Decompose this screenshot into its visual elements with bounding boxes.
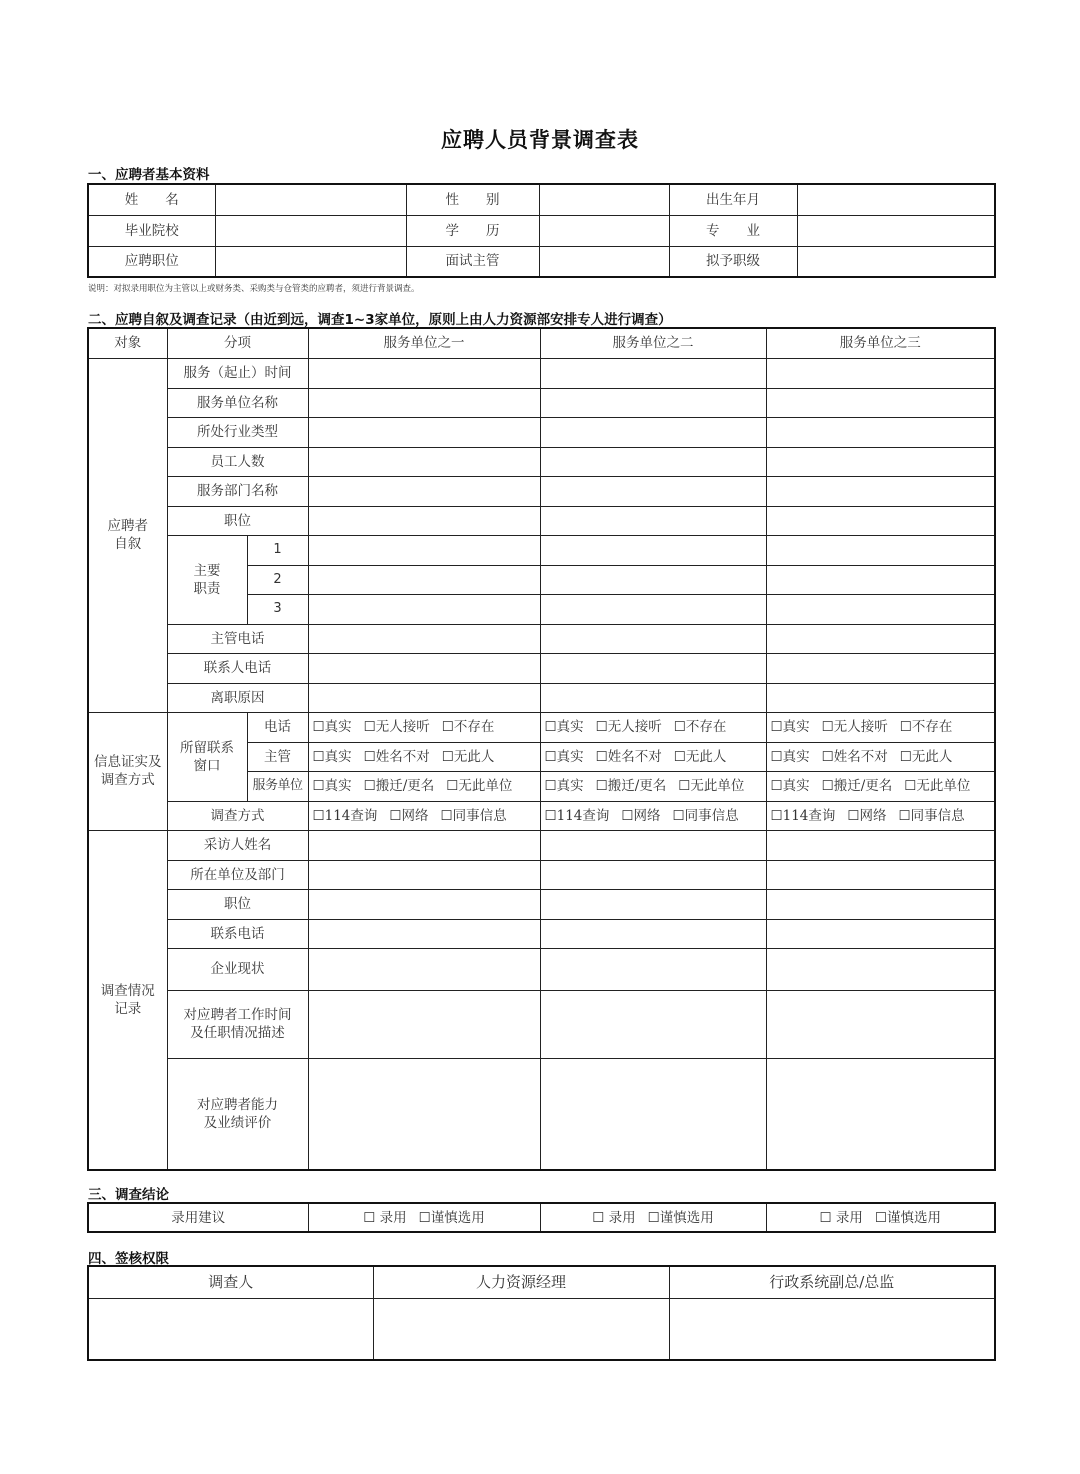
checkbox-wrong-name[interactable]: ☐姓名不对	[363, 748, 430, 765]
contact-unit-label: 服务单位	[247, 771, 308, 801]
duties-label: 主要职责	[193, 562, 221, 597]
section2-heading: 二、应聘自叙及调查记录（由近到远，调查1~3家单位，原则上由人力资源部安排专人进行调查）	[88, 312, 672, 328]
signature-investigator[interactable]	[88, 1298, 373, 1360]
checkbox-wrong-name[interactable]: ☐姓名不对	[821, 748, 888, 765]
cell[interactable]	[540, 830, 766, 860]
signoff-table	[87, 1265, 996, 1361]
signer-vp-director: 行政系统副总/总监	[669, 1266, 995, 1298]
checkbox-true[interactable]: ☐真实	[544, 778, 584, 794]
cell[interactable]	[308, 1058, 540, 1170]
row-label: 服务单位名称	[167, 388, 308, 417]
phone-options[interactable]	[308, 712, 540, 742]
cell[interactable]	[766, 594, 995, 624]
row-label: 企业现状	[167, 948, 308, 990]
checkbox-moved[interactable]: ☐搬迁/更名	[363, 778, 435, 794]
hire-options[interactable]	[308, 1203, 540, 1232]
cell[interactable]	[766, 948, 995, 990]
checkbox-no-answer[interactable]: ☐无人接听	[821, 719, 888, 735]
group-self-label: 应聘者自叙	[107, 518, 148, 552]
cell[interactable]	[540, 535, 766, 565]
checkbox-not-exist[interactable]: ☐不存在	[899, 719, 953, 735]
phone-options[interactable]	[766, 712, 995, 742]
contact-label: 所留联系窗口	[180, 739, 234, 774]
checkbox-true[interactable]: ☐真实	[312, 748, 352, 765]
label-name: 姓 名	[88, 184, 215, 215]
row-label: 联系电话	[167, 919, 308, 948]
cell[interactable]	[766, 447, 995, 476]
row-label: 职位	[167, 889, 308, 919]
label-school: 毕业院校	[88, 215, 215, 246]
signature-hr-manager[interactable]	[373, 1298, 669, 1360]
checkbox-not-exist[interactable]: ☐不存在	[673, 719, 727, 735]
cell[interactable]	[766, 990, 995, 1058]
unit-options[interactable]	[540, 771, 766, 801]
unit-options[interactable]	[766, 771, 995, 801]
cell[interactable]	[308, 860, 540, 889]
checkbox-hire[interactable]: ☐ 录用	[363, 1209, 407, 1226]
cell[interactable]	[766, 889, 995, 919]
row-label: 服务部门名称	[167, 476, 308, 506]
cell[interactable]	[766, 388, 995, 417]
cell[interactable]	[308, 653, 540, 683]
field-major[interactable]	[797, 215, 995, 246]
cell[interactable]	[308, 830, 540, 860]
basic-info-table	[87, 183, 996, 278]
label-grade: 拟予职级	[669, 246, 797, 277]
cell[interactable]	[308, 447, 540, 476]
cell[interactable]	[540, 565, 766, 594]
survey-table	[87, 327, 996, 1171]
contact-supervisor-label: 主管	[247, 742, 308, 771]
checkbox-network[interactable]: ☐网络	[847, 807, 887, 824]
section1-heading: 一、应聘者基本资料	[88, 167, 210, 183]
cell[interactable]	[540, 683, 766, 712]
contact-group	[167, 712, 247, 801]
supervisor-options[interactable]	[308, 742, 540, 771]
field-birth[interactable]	[797, 184, 995, 215]
checkbox-true[interactable]: ☐真实	[544, 719, 584, 735]
cell[interactable]	[308, 417, 540, 447]
header-unit2: 服务单位之二	[540, 328, 766, 358]
checkbox-114[interactable]: ☐114查询	[312, 807, 378, 824]
checkbox-network[interactable]: ☐网络	[389, 807, 429, 824]
cell[interactable]	[766, 476, 995, 506]
cell[interactable]	[540, 447, 766, 476]
cell[interactable]	[540, 653, 766, 683]
row-label: 员工人数	[167, 447, 308, 476]
label-position: 应聘职位	[88, 246, 215, 277]
hire-suggestion-label: 录用建议	[88, 1203, 308, 1232]
signer-hr-manager: 人力资源经理	[373, 1266, 669, 1298]
checkbox-no-answer[interactable]: ☐无人接听	[363, 719, 430, 735]
checkbox-114[interactable]: ☐114查询	[544, 807, 610, 824]
cell[interactable]	[540, 948, 766, 990]
cell[interactable]	[766, 653, 995, 683]
checkbox-hire[interactable]: ☐ 录用	[819, 1209, 863, 1226]
phone-options[interactable]	[540, 712, 766, 742]
cell[interactable]	[766, 535, 995, 565]
cell[interactable]	[766, 860, 995, 889]
cell[interactable]	[766, 830, 995, 860]
cell[interactable]	[308, 948, 540, 990]
cell[interactable]	[766, 565, 995, 594]
cell[interactable]	[766, 506, 995, 535]
signer-investigator: 调查人	[88, 1266, 373, 1298]
checkbox-colleague[interactable]: ☐同事信息	[898, 807, 965, 824]
row-label: 采访人姓名	[167, 830, 308, 860]
checkbox-true[interactable]: ☐真实	[544, 748, 584, 765]
hire-options[interactable]	[766, 1203, 995, 1232]
checkbox-true[interactable]: ☐真实	[312, 719, 352, 735]
ability-desc-text: 对应聘者能力及业绩评价	[197, 1096, 278, 1131]
checkbox-true[interactable]: ☐真实	[312, 778, 352, 794]
checkbox-cautious[interactable]: ☐谨慎选用	[418, 1209, 485, 1226]
row-label: 职位	[167, 506, 308, 535]
conclusion-table	[87, 1202, 996, 1233]
checkbox-114[interactable]: ☐114查询	[770, 807, 836, 824]
checkbox-colleague[interactable]: ☐同事信息	[672, 807, 739, 824]
group-record-label: 调查情况记录	[100, 982, 155, 1017]
checkbox-no-answer[interactable]: ☐无人接听	[595, 719, 662, 735]
cell[interactable]	[540, 417, 766, 447]
checkbox-no-person[interactable]: ☐无此人	[899, 748, 953, 765]
cell[interactable]	[308, 683, 540, 712]
cell[interactable]	[308, 990, 540, 1058]
cell[interactable]	[308, 919, 540, 948]
field-education[interactable]	[539, 215, 669, 246]
header-unit3: 服务单位之三	[766, 328, 995, 358]
group-verify-label: 信息证实及调查方式	[94, 754, 162, 788]
label-interviewer: 面试主管	[406, 246, 539, 277]
group-self	[88, 358, 167, 712]
duties-group	[167, 535, 247, 624]
duty-num: 3	[247, 594, 308, 624]
checkbox-true[interactable]: ☐真实	[770, 748, 810, 765]
row-label: 离职原因	[167, 683, 308, 712]
row-label: 主管电话	[167, 624, 308, 653]
cell[interactable]	[540, 594, 766, 624]
checkbox-no-unit[interactable]: ☐无此单位	[904, 778, 971, 794]
cell[interactable]	[308, 535, 540, 565]
checkbox-hire[interactable]: ☐ 录用	[592, 1209, 636, 1226]
supervisor-options[interactable]	[540, 742, 766, 771]
cell[interactable]	[308, 506, 540, 535]
field-grade[interactable]	[797, 246, 995, 277]
ability-desc-label	[167, 1058, 308, 1170]
row-label: 服务（起止）时间	[167, 358, 308, 388]
checkbox-network[interactable]: ☐网络	[621, 807, 661, 824]
page-title: 应聘人员背景调查表	[441, 128, 639, 152]
cell[interactable]	[308, 388, 540, 417]
cell[interactable]	[766, 1058, 995, 1170]
cell[interactable]	[540, 358, 766, 388]
checkbox-no-person[interactable]: ☐无此人	[441, 748, 495, 765]
supervisor-options[interactable]	[766, 742, 995, 771]
checkbox-not-exist[interactable]: ☐不存在	[441, 719, 495, 735]
header-object: 对象	[88, 328, 167, 358]
work-desc-text: 对应聘者工作时间及任职情况描述	[183, 1007, 292, 1041]
checkbox-colleague[interactable]: ☐同事信息	[440, 807, 507, 824]
checkbox-cautious[interactable]: ☐谨慎选用	[874, 1209, 941, 1226]
group-record	[88, 830, 167, 1170]
checkbox-moved[interactable]: ☐搬迁/更名	[595, 778, 667, 794]
header-unit1: 服务单位之一	[308, 328, 540, 358]
cell[interactable]	[308, 358, 540, 388]
method-options[interactable]	[766, 801, 995, 830]
unit-options[interactable]	[308, 771, 540, 801]
work-desc-label	[167, 990, 308, 1058]
cell[interactable]	[540, 860, 766, 889]
label-gender: 性 别	[406, 184, 539, 215]
method-options[interactable]	[308, 801, 540, 830]
field-gender[interactable]	[539, 184, 669, 215]
cell[interactable]	[766, 683, 995, 712]
field-position[interactable]	[215, 246, 406, 277]
checkbox-true[interactable]: ☐真实	[770, 778, 810, 794]
cell[interactable]	[308, 624, 540, 653]
cell[interactable]	[308, 889, 540, 919]
contact-phone-label: 电话	[247, 712, 308, 742]
row-label: 所处行业类型	[167, 417, 308, 447]
checkbox-true[interactable]: ☐真实	[770, 719, 810, 735]
checkbox-no-unit[interactable]: ☐无此单位	[678, 778, 745, 794]
cell[interactable]	[540, 990, 766, 1058]
section4-heading: 四、签核权限	[88, 1251, 169, 1267]
row-label: 所在单位及部门	[167, 860, 308, 889]
cell[interactable]	[308, 476, 540, 506]
signature-vp-director[interactable]	[669, 1298, 995, 1360]
cell[interactable]	[766, 919, 995, 948]
section3-heading: 三、调查结论	[88, 1187, 169, 1203]
checkbox-wrong-name[interactable]: ☐姓名不对	[595, 748, 662, 765]
cell[interactable]	[540, 1058, 766, 1170]
row-label: 联系人电话	[167, 653, 308, 683]
cell[interactable]	[766, 624, 995, 653]
method-label: 调查方式	[167, 801, 308, 830]
field-interviewer[interactable]	[539, 246, 669, 277]
method-options[interactable]	[540, 801, 766, 830]
duty-num: 1	[247, 535, 308, 565]
checkbox-no-person[interactable]: ☐无此人	[673, 748, 727, 765]
cell[interactable]	[308, 594, 540, 624]
checkbox-cautious[interactable]: ☐谨慎选用	[647, 1209, 714, 1226]
label-birth: 出生年月	[669, 184, 797, 215]
cell[interactable]	[540, 476, 766, 506]
cell[interactable]	[308, 565, 540, 594]
checkbox-moved[interactable]: ☐搬迁/更名	[821, 778, 893, 794]
field-school[interactable]	[215, 215, 406, 246]
cell[interactable]	[540, 624, 766, 653]
hire-options[interactable]	[540, 1203, 766, 1232]
field-name[interactable]	[215, 184, 406, 215]
cell[interactable]	[540, 506, 766, 535]
group-verify	[88, 712, 167, 830]
duty-num: 2	[247, 565, 308, 594]
header-item: 分项	[167, 328, 308, 358]
label-education: 学 历	[406, 215, 539, 246]
section1-note: 说明：对拟录用职位为主管以上或财务类、采购类与仓管类的应聘者，须进行背景调查。	[88, 284, 420, 294]
checkbox-no-unit[interactable]: ☐无此单位	[446, 778, 513, 794]
label-major: 专 业	[669, 215, 797, 246]
cell[interactable]	[766, 417, 995, 447]
cell[interactable]	[540, 388, 766, 417]
cell[interactable]	[540, 919, 766, 948]
cell[interactable]	[766, 358, 995, 388]
cell[interactable]	[540, 889, 766, 919]
